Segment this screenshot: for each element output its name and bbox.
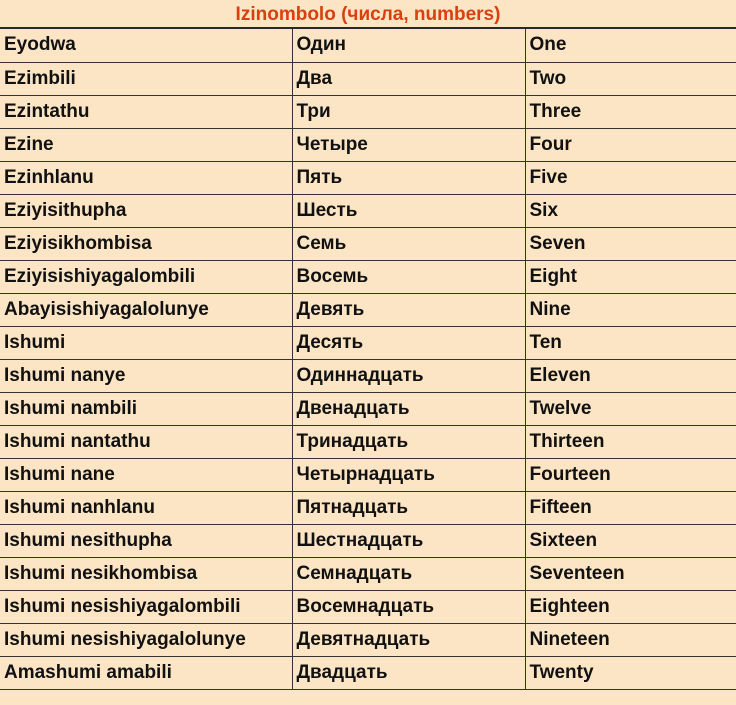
english-cell: Seven [525,227,736,260]
table-row [0,128,736,161]
table-row [0,29,736,62]
russian-cell: Семнадцать [292,557,525,590]
russian-cell: Девять [292,293,525,326]
zulu-cell: Eziyisithupha [0,194,292,227]
english-cell: Fourteen [525,458,736,491]
russian-cell: Четыре [292,128,525,161]
english-cell: Sixteen [525,524,736,557]
table-row [0,62,736,95]
numbers-table [0,29,736,690]
table-row [0,194,736,227]
english-cell: Twelve [525,392,736,425]
english-cell: Seventeen [525,557,736,590]
table-row [0,524,736,557]
english-cell: Three [525,95,736,128]
english-cell: One [525,29,736,62]
zulu-cell: Ishumi nesishiyagalolunye [0,623,292,656]
zulu-cell: Eyodwa [0,29,292,62]
russian-cell: Восемь [292,260,525,293]
zulu-cell: Eziyisishiyagalombili [0,260,292,293]
table-row [0,392,736,425]
english-cell: Twenty [525,656,736,689]
table-row [0,326,736,359]
zulu-cell: Eziyisikhombisa [0,227,292,260]
english-cell: Nineteen [525,623,736,656]
russian-cell: Семь [292,227,525,260]
english-cell: Five [525,161,736,194]
zulu-cell: Ezinhlanu [0,161,292,194]
zulu-cell: Ishumi nanhlanu [0,491,292,524]
english-cell: Eighteen [525,590,736,623]
table-row [0,359,736,392]
russian-cell: Девятнадцать [292,623,525,656]
russian-cell: Двадцать [292,656,525,689]
zulu-cell: Ezimbili [0,62,292,95]
zulu-cell: Ezintathu [0,95,292,128]
table-row [0,557,736,590]
russian-cell: Четырнадцать [292,458,525,491]
zulu-cell: Ishumi nanye [0,359,292,392]
zulu-cell: Abayisishiyagalolunye [0,293,292,326]
russian-cell: Тринадцать [292,425,525,458]
russian-cell: Одиннадцать [292,359,525,392]
english-cell: Six [525,194,736,227]
english-cell: Eight [525,260,736,293]
table-row [0,491,736,524]
english-cell: Ten [525,326,736,359]
russian-cell: Десять [292,326,525,359]
russian-cell: Двенадцать [292,392,525,425]
russian-cell: Шестнадцать [292,524,525,557]
russian-cell: Пятнадцать [292,491,525,524]
english-cell: Thirteen [525,425,736,458]
table-row [0,425,736,458]
table-row [0,656,736,689]
zulu-cell: Ishumi nambili [0,392,292,425]
zulu-cell: Ishumi nantathu [0,425,292,458]
russian-cell: Один [292,29,525,62]
english-cell: Two [525,62,736,95]
russian-cell: Два [292,62,525,95]
table-row [0,260,736,293]
table-title: Izinombolo (числа, numbers) [0,0,736,29]
english-cell: Fifteen [525,491,736,524]
zulu-cell: Ishumi nesikhombisa [0,557,292,590]
table-row [0,458,736,491]
table-row [0,623,736,656]
english-cell: Eleven [525,359,736,392]
table-row [0,293,736,326]
table-row [0,161,736,194]
english-cell: Four [525,128,736,161]
zulu-cell: Ishumi [0,326,292,359]
numbers-table-body [0,29,736,689]
zulu-cell: Ezine [0,128,292,161]
english-cell: Nine [525,293,736,326]
table-row [0,95,736,128]
russian-cell: Восемнадцать [292,590,525,623]
russian-cell: Три [292,95,525,128]
zulu-cell: Ishumi nesishiyagalombili [0,590,292,623]
zulu-cell: Amashumi amabili [0,656,292,689]
table-row [0,590,736,623]
russian-cell: Пять [292,161,525,194]
zulu-cell: Ishumi nane [0,458,292,491]
zulu-cell: Ishumi nesithupha [0,524,292,557]
russian-cell: Шесть [292,194,525,227]
table-row [0,227,736,260]
